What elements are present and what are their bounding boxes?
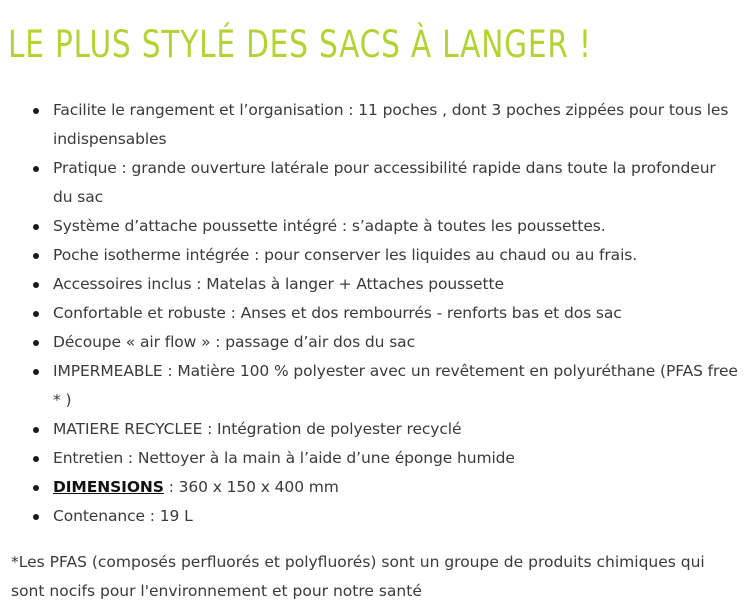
page-title: LE PLUS STYLÉ DES SACS À LANGER ! [8,23,592,66]
feature-list [0,96,749,531]
dimensions-value: : 360 x 150 x 400 mm [163,478,339,496]
list-item [0,299,749,328]
capacity-item [0,502,749,531]
feature-text: MATIERE RECYCLEE : Intégration de polyester recyclé [53,420,462,438]
bullet-icon [33,485,39,491]
dimensions-label: DIMENSIONS [53,478,164,496]
bullet-icon [33,253,39,259]
feature-text: Pratique : grande ouverture latérale pour accessibilité rapide dans toute la profondeur du sac [53,159,716,206]
bullet-icon [33,340,39,346]
bullet-icon [33,108,39,114]
capacity-text: Contenance : 19 L [53,507,193,525]
feature-text: Système d’attache poussette intégré : s’adapte à toutes les poussettes. [53,217,606,235]
bullet-icon [33,311,39,317]
bullet-icon [33,456,39,462]
feature-text: Confortable et robuste : Anses et dos rembourrés - renforts bas et dos sac [53,304,622,322]
feature-text: Découpe « air flow » : passage d’air dos du sac [53,333,415,351]
bullet-icon [33,282,39,288]
bullet-icon [33,369,39,375]
feature-text: IMPERMEABLE : Matière 100 % polyester avec un revêtement en polyuréthane (PFAS free * ) [53,362,738,409]
feature-text: Accessoires inclus : Matelas à langer + Attaches poussette [53,275,504,293]
feature-text: Entretien : Nettoyer à la main à l’aide d’une éponge humide [53,449,515,467]
bullet-icon [33,166,39,172]
list-item [0,96,749,154]
feature-text: Poche isotherme intégrée : pour conserver les liquides au chaud ou au frais. [53,246,638,264]
bullet-icon [33,224,39,230]
list-item [0,241,749,270]
bullet-icon [33,514,39,520]
list-item [0,415,749,444]
dimensions-item [0,473,749,502]
list-item [0,212,749,241]
footnote: *Les PFAS (composés perfluorés et polyfluorés) sont un groupe de produits chimiques qui sont nocifs pour l'environnement et pour notre santé [11,553,705,600]
feature-text: Facilite le rangement et l’organisation : 11 poches , dont 3 poches zippées pour tous les indispensables [53,101,729,148]
list-item [0,270,749,299]
list-item [0,154,749,212]
list-item [0,444,749,473]
list-item [0,328,749,357]
list-item [0,357,749,415]
bullet-icon [33,427,39,433]
